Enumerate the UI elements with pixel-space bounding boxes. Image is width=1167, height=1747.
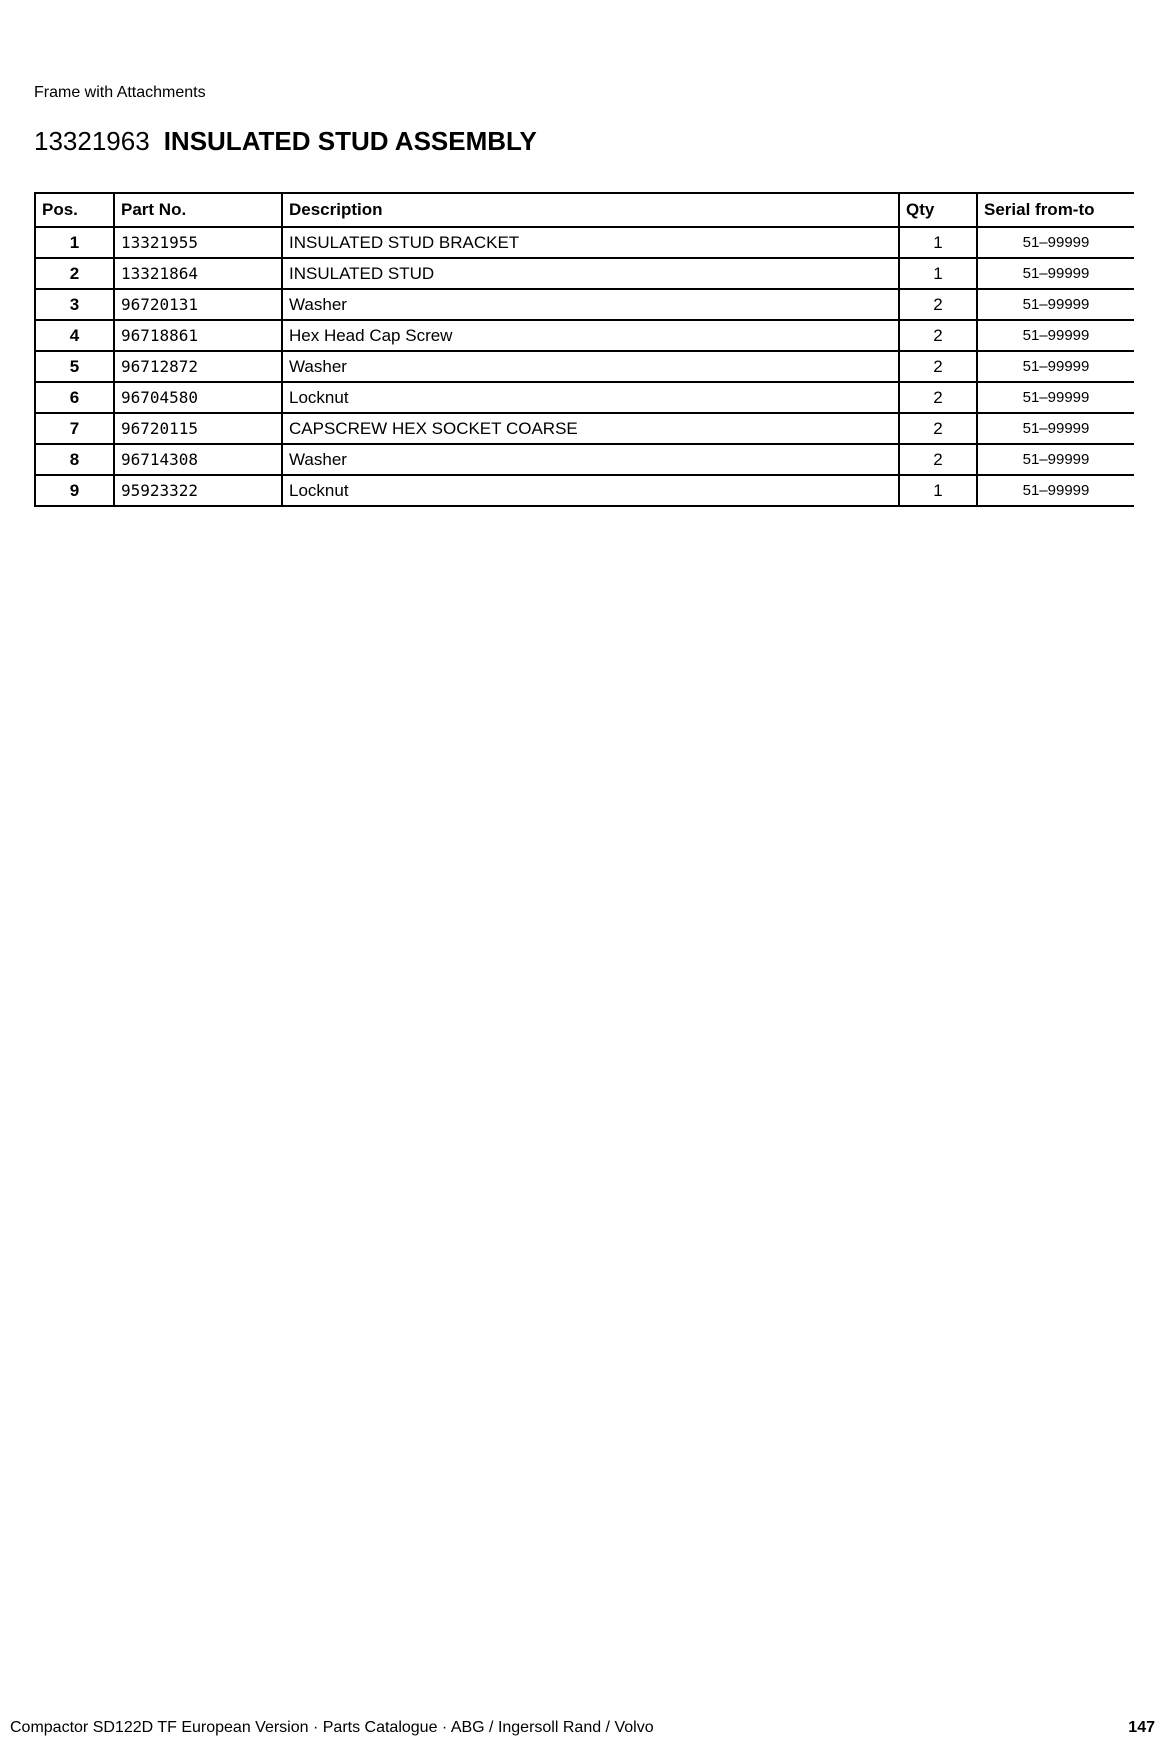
row-description: Washer <box>282 444 899 475</box>
row-serial: 51–99999 <box>977 444 1134 475</box>
row-part-no: 96712872 <box>114 351 282 382</box>
row-pos: 2 <box>35 258 114 289</box>
table-row <box>35 382 1134 413</box>
row-description: INSULATED STUD <box>282 258 899 289</box>
row-qty: 1 <box>899 258 977 289</box>
table-header-row <box>35 193 1134 227</box>
table-row <box>35 258 1134 289</box>
row-part-no: 96720115 <box>114 413 282 444</box>
row-serial: 51–99999 <box>977 320 1134 351</box>
table-row <box>35 227 1134 258</box>
row-part-no: 96714308 <box>114 444 282 475</box>
row-part-no: 13321955 <box>114 227 282 258</box>
row-serial: 51–99999 <box>977 258 1134 289</box>
table-row <box>35 289 1134 320</box>
row-qty: 2 <box>899 320 977 351</box>
header-part-no: Part No. <box>114 193 282 227</box>
parts-table <box>34 192 1134 507</box>
row-description: Locknut <box>282 382 899 413</box>
row-serial: 51–99999 <box>977 382 1134 413</box>
row-serial: 51–99999 <box>977 351 1134 382</box>
section-title: Frame with Attachments <box>34 84 206 101</box>
assembly-name: INSULATED STUD ASSEMBLY <box>163 126 537 156</box>
row-serial: 51–99999 <box>977 413 1134 444</box>
row-part-no: 96720131 <box>114 289 282 320</box>
row-part-no: 96704580 <box>114 382 282 413</box>
row-pos: 7 <box>35 413 114 444</box>
table-row <box>35 475 1134 506</box>
row-description: Washer <box>282 351 899 382</box>
row-pos: 9 <box>35 475 114 506</box>
table-row <box>35 351 1134 382</box>
row-pos: 1 <box>35 227 114 258</box>
row-qty: 2 <box>899 351 977 382</box>
row-description: Washer <box>282 289 899 320</box>
row-pos: 8 <box>35 444 114 475</box>
row-description: Locknut <box>282 475 899 506</box>
header-qty: Qty <box>899 193 977 227</box>
row-serial: 51–99999 <box>977 227 1134 258</box>
header-description: Description <box>282 193 899 227</box>
row-description: Hex Head Cap Screw <box>282 320 899 351</box>
table-row <box>35 413 1134 444</box>
table-row <box>35 444 1134 475</box>
row-part-no: 95923322 <box>114 475 282 506</box>
row-serial: 51–99999 <box>977 289 1134 320</box>
header-pos: Pos. <box>35 193 114 227</box>
row-qty: 1 <box>899 475 977 506</box>
header-serial: Serial from-to <box>977 193 1134 227</box>
row-qty: 2 <box>899 382 977 413</box>
row-qty: 2 <box>899 444 977 475</box>
footer-text: Compactor SD122D TF European Version · Parts Catalogue · ABG / Ingersoll Rand / Volvo <box>10 1719 654 1736</box>
row-pos: 3 <box>35 289 114 320</box>
row-qty: 2 <box>899 413 977 444</box>
row-description: INSULATED STUD BRACKET <box>282 227 899 258</box>
row-qty: 2 <box>899 289 977 320</box>
row-part-no: 96718861 <box>114 320 282 351</box>
row-part-no: 13321864 <box>114 258 282 289</box>
row-description: CAPSCREW HEX SOCKET COARSE <box>282 413 899 444</box>
table-row <box>35 320 1134 351</box>
page-number: 147 <box>1128 1719 1155 1736</box>
row-qty: 1 <box>899 227 977 258</box>
row-serial: 51–99999 <box>977 475 1134 506</box>
assembly-heading <box>34 126 537 156</box>
row-pos: 4 <box>35 320 114 351</box>
assembly-number: 13321963 <box>34 126 150 156</box>
row-pos: 6 <box>35 382 114 413</box>
row-pos: 5 <box>35 351 114 382</box>
